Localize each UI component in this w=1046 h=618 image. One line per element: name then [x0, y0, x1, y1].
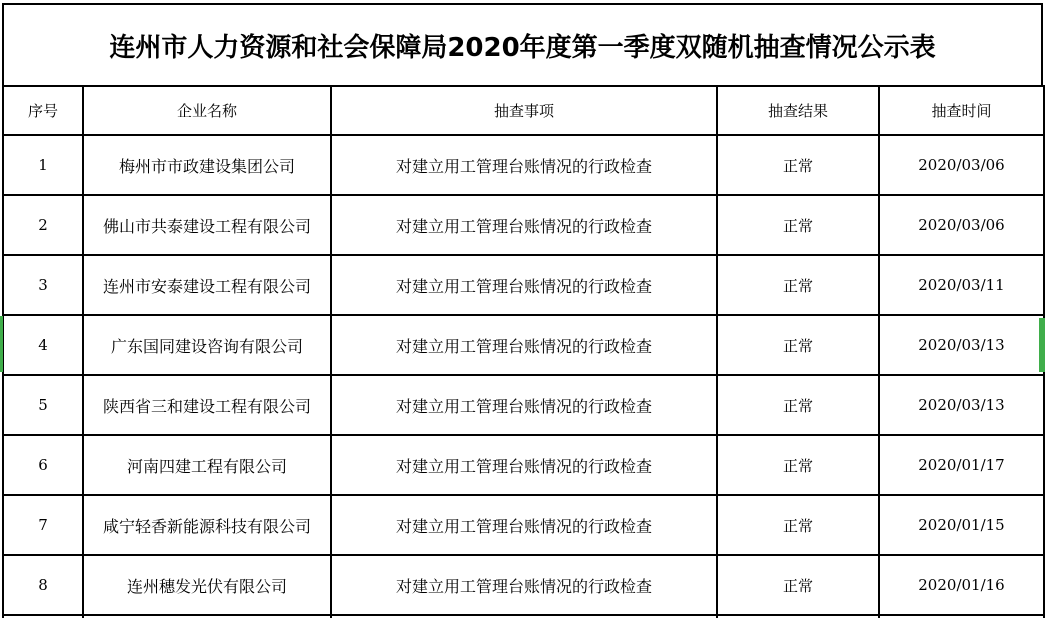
date-cell[interactable]: 2020/01/17	[879, 435, 1044, 495]
column-header-date[interactable]: 抽查时间	[879, 86, 1044, 135]
table-row	[3, 495, 1044, 555]
seq-cell[interactable]: 6	[3, 435, 83, 495]
seq-cell[interactable]: 8	[3, 555, 83, 615]
seq-cell[interactable]: 4	[3, 315, 83, 375]
date-cell[interactable]: 2020/01/15	[879, 495, 1044, 555]
date-cell[interactable]: 2020/03/13	[879, 375, 1044, 435]
result-cell[interactable]: 正常	[717, 435, 879, 495]
company-cell[interactable]: 佛山市共泰建设工程有限公司	[83, 195, 331, 255]
seq-cell[interactable]: 1	[3, 135, 83, 195]
result-cell[interactable]: 正常	[717, 195, 879, 255]
result-cell[interactable]: 正常	[717, 135, 879, 195]
inspection-table	[2, 85, 1045, 618]
seq-cell[interactable]: 5	[3, 375, 83, 435]
company-cell[interactable]: 河南四建工程有限公司	[83, 435, 331, 495]
table-row	[3, 555, 1044, 615]
company-cell[interactable]: 广东国同建设咨询有限公司	[83, 315, 331, 375]
table-row-selected	[3, 315, 1044, 375]
item-cell[interactable]: 对建立用工管理台账情况的行政检查	[331, 255, 717, 315]
result-cell[interactable]: 正常	[717, 315, 879, 375]
spreadsheet-area	[2, 3, 1043, 618]
company-cell[interactable]: 连州市安泰建设工程有限公司	[83, 255, 331, 315]
table-row	[3, 375, 1044, 435]
table-row	[3, 135, 1044, 195]
item-cell[interactable]: 对建立用工管理台账情况的行政检查	[331, 435, 717, 495]
date-cell[interactable]: 2020/03/06	[879, 195, 1044, 255]
column-header-seq[interactable]: 序号	[3, 86, 83, 135]
seq-cell[interactable]: 2	[3, 195, 83, 255]
header-row	[3, 86, 1044, 135]
item-cell[interactable]: 对建立用工管理台账情况的行政检查	[331, 375, 717, 435]
date-cell[interactable]: 2020/01/16	[879, 555, 1044, 615]
company-cell[interactable]: 梅州市市政建设集团公司	[83, 135, 331, 195]
column-header-result[interactable]: 抽查结果	[717, 86, 879, 135]
table-title[interactable]: 连州市人力资源和社会保障局2020年度第一季度双随机抽查情况公示表	[2, 3, 1043, 85]
item-cell[interactable]: 对建立用工管理台账情况的行政检查	[331, 135, 717, 195]
seq-cell[interactable]: 7	[3, 495, 83, 555]
column-header-company[interactable]: 企业名称	[83, 86, 331, 135]
item-cell[interactable]: 对建立用工管理台账情况的行政检查	[331, 495, 717, 555]
item-cell[interactable]: 对建立用工管理台账情况的行政检查	[331, 315, 717, 375]
date-cell[interactable]: 2020/03/11	[879, 255, 1044, 315]
column-header-item[interactable]: 抽查事项	[331, 86, 717, 135]
result-cell[interactable]: 正常	[717, 255, 879, 315]
date-cell[interactable]: 2020/03/13	[879, 315, 1044, 375]
company-cell[interactable]: 咸宁轻香新能源科技有限公司	[83, 495, 331, 555]
company-cell[interactable]: 陕西省三和建设工程有限公司	[83, 375, 331, 435]
table-row	[3, 195, 1044, 255]
company-cell[interactable]: 连州穗发光伏有限公司	[83, 555, 331, 615]
result-cell[interactable]: 正常	[717, 495, 879, 555]
selection-border-right-indicator	[1039, 318, 1045, 372]
item-cell[interactable]: 对建立用工管理台账情况的行政检查	[331, 195, 717, 255]
date-cell[interactable]: 2020/03/06	[879, 135, 1044, 195]
table-row	[3, 255, 1044, 315]
result-cell[interactable]: 正常	[717, 555, 879, 615]
item-cell[interactable]: 对建立用工管理台账情况的行政检查	[331, 555, 717, 615]
table-row	[3, 435, 1044, 495]
selection-border-left-indicator	[0, 316, 3, 372]
seq-cell[interactable]: 3	[3, 255, 83, 315]
result-cell[interactable]: 正常	[717, 375, 879, 435]
